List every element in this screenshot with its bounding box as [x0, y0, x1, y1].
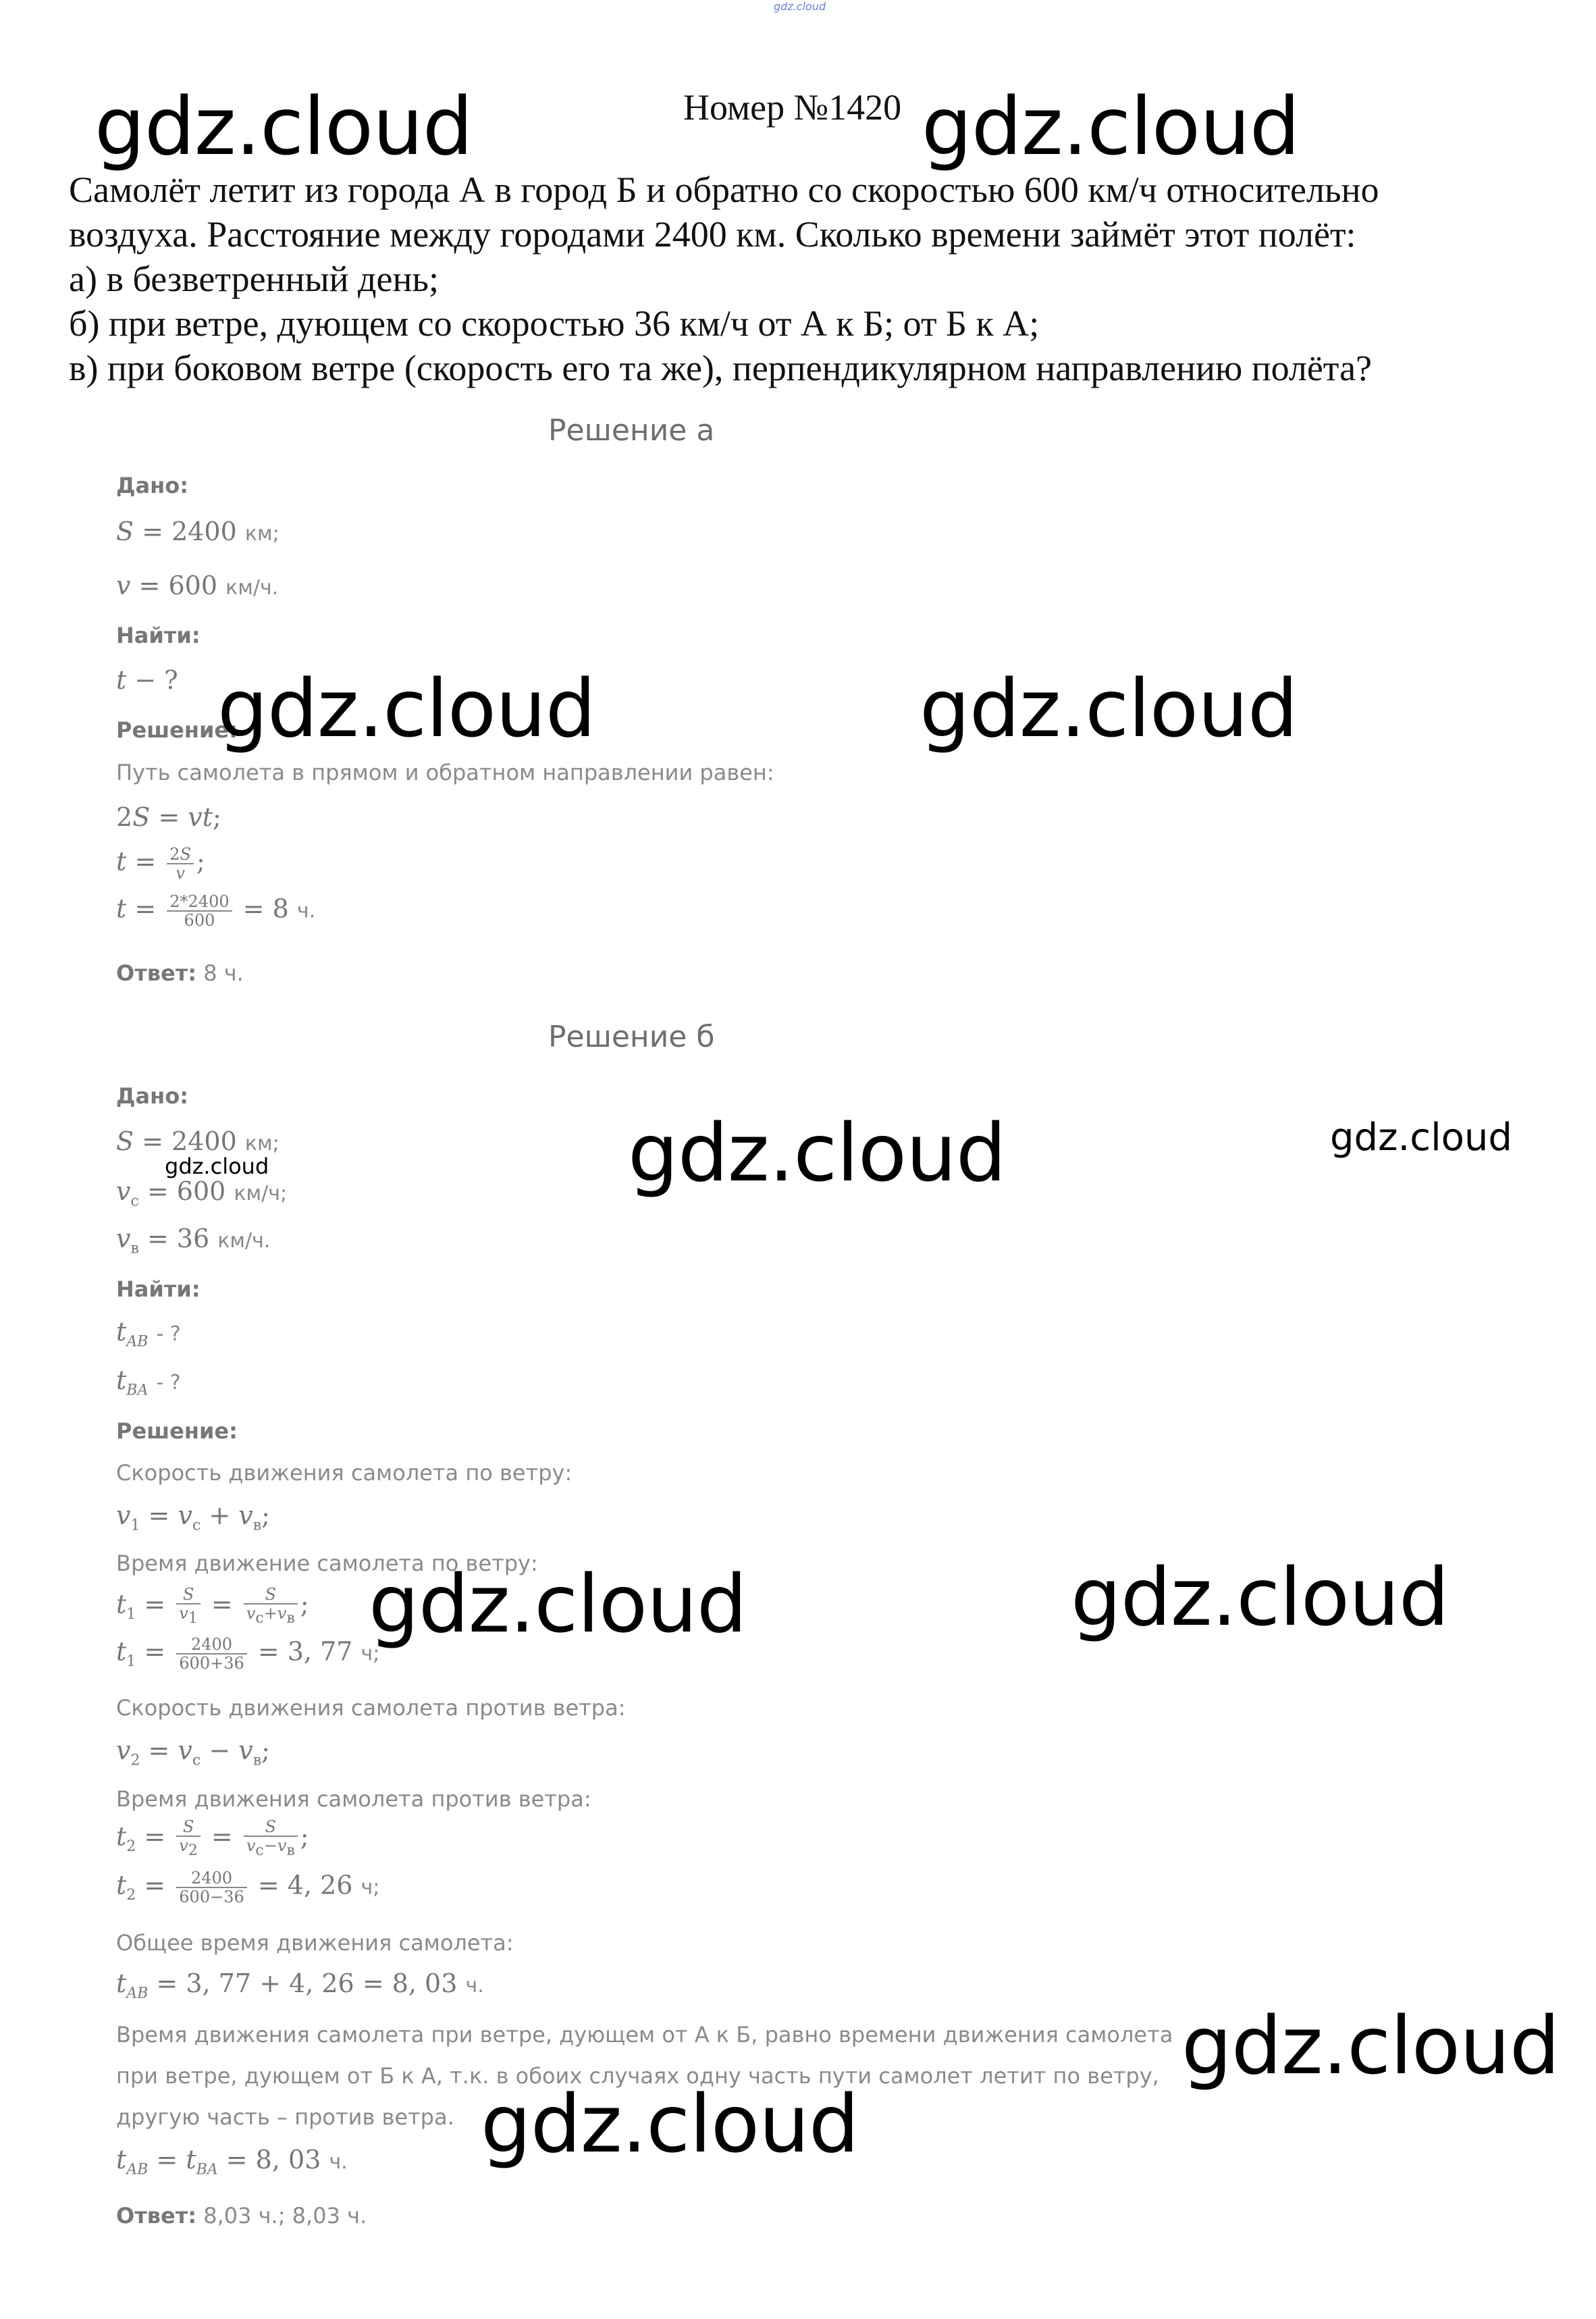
watermark: gdz.cloud — [217, 662, 595, 755]
problem-statement — [69, 167, 1568, 390]
tiny-watermark: gdz.cloud — [774, 0, 826, 13]
solution-a-heading: Решение а — [548, 413, 715, 448]
answer-a — [116, 960, 244, 986]
formula-t2: $t_2$ = $\frac{S}{v_2}$ = $\frac{S}{v_с-v_в}$ ; — [116, 1817, 309, 1859]
formula-find-tba: $t_{BA}$ - ? — [116, 1365, 181, 1399]
watermark: gdz.cloud — [481, 2077, 859, 2170]
problem-line: б) при ветре, дующем со скоростью 36 км/ч от А к Б; от Б к А; — [69, 303, 1040, 344]
solution-label: Решение: — [116, 717, 238, 743]
solution-text: другую часть – против ветра. — [116, 2104, 454, 2130]
watermark-small: gdz.cloud — [165, 1153, 269, 1179]
given-label: Дано: — [116, 473, 188, 498]
solution-text: Общее время движения самолета: — [116, 1930, 514, 1956]
watermark: gdz.cloud — [1071, 1551, 1449, 1644]
formula-2s-vt: 2S = vt; — [116, 802, 221, 832]
answer-value: 8 ч. — [203, 960, 244, 986]
watermark: gdz.cloud — [1181, 1999, 1560, 2092]
formula-tab-sum: $t_{AB} = 3$, 77 + 4, 26 = 8, 03 ч. — [116, 1969, 484, 2002]
watermark: gdz.cloud — [628, 1106, 1006, 1199]
solution-text: при ветре, дующем от Б к А, т.к. в обоих случаях одну часть пути самолет летит по ветру, — [116, 2063, 1159, 2089]
formula-given-v: v = 600 км/ч. — [116, 571, 279, 600]
watermark: gdz.cloud — [95, 80, 473, 173]
formula-given-vc: $v_с = 600$ км/ч; — [116, 1176, 288, 1210]
watermark: gdz.cloud — [920, 662, 1298, 755]
watermark: gdz.cloud — [369, 1557, 747, 1650]
formula-given-vv: $v_в = 36$ км/ч. — [116, 1224, 271, 1257]
formula-t1-result: $t_1$ = $\frac{2400}{600+36}$ = 3, 77 ч; — [116, 1635, 380, 1673]
formula-find-tab: $t_{AB}$ - ? — [116, 1317, 181, 1351]
formula-tab-tba: $t_{AB} = t_{BA} = 8$, 03 ч. — [116, 2145, 348, 2179]
formula-t1: $t_1$ = $\frac{S}{v_1}$ = $\frac{S}{v_с+v_в}$ ; — [116, 1585, 309, 1627]
formula-t-result: t = $\frac{2*2400}{600}$ = 8 ч. — [116, 892, 316, 930]
formula-t2-result: $t_2$ = $\frac{2400}{600-36}$ = 4, 26 ч; — [116, 1869, 380, 1906]
solution-label: Решение: — [116, 1418, 238, 1444]
formula-given-s: S = 2400 км; — [116, 1126, 280, 1156]
find-label: Найти: — [116, 623, 201, 648]
formula-v2: $v_2 = v_с - v_в$; — [116, 1736, 270, 1769]
formula-find-t: t − ? — [116, 665, 178, 695]
problem-line: а) в безветренный день; — [69, 259, 439, 299]
problem-line: воздуха. Расстояние между городами 2400 км. Сколько времени займёт этот полёт: — [69, 214, 1356, 255]
problem-number-title: Номер №1420 — [683, 87, 902, 128]
solution-b-heading: Решение б — [548, 1020, 715, 1054]
answer-b — [116, 2203, 367, 2229]
watermark-small: gdz.cloud — [1330, 1116, 1512, 1160]
solution-text: Скорость движения самолета по ветру: — [116, 1460, 573, 1486]
formula-v1: $v_1 = v_с + v_в$; — [116, 1501, 270, 1534]
answer-label: Ответ: — [116, 2203, 197, 2229]
answer-value: 8,03 ч.; 8,03 ч. — [203, 2203, 367, 2229]
solution-text: Время движения самолета при ветре, дующем от А к Б, равно времени движения самолета — [116, 2022, 1173, 2048]
problem-line: Самолёт летит из города А в город Б и обратно со скоростью 600 км/ч относительно — [69, 170, 1379, 210]
solution-text: Скорость движения самолета против ветра: — [116, 1695, 626, 1721]
watermark: gdz.cloud — [922, 80, 1300, 173]
given-label: Дано: — [116, 1083, 188, 1109]
solution-text: Время движение самолета по ветру: — [116, 1551, 538, 1576]
problem-line: в) при боковом ветре (скорость его та же), перпендикулярном направлению полёта? — [69, 348, 1372, 388]
solution-text: Путь самолета в прямом и обратном направлении равен: — [116, 760, 774, 785]
find-label: Найти: — [116, 1276, 201, 1302]
answer-label: Ответ: — [116, 960, 197, 986]
solution-text: Время движения самолета против ветра: — [116, 1786, 591, 1812]
formula-given-s: S = 2400 км; — [116, 517, 280, 546]
formula-t-2s-v: t = $\frac{2S}{v}$ ; — [116, 845, 205, 883]
